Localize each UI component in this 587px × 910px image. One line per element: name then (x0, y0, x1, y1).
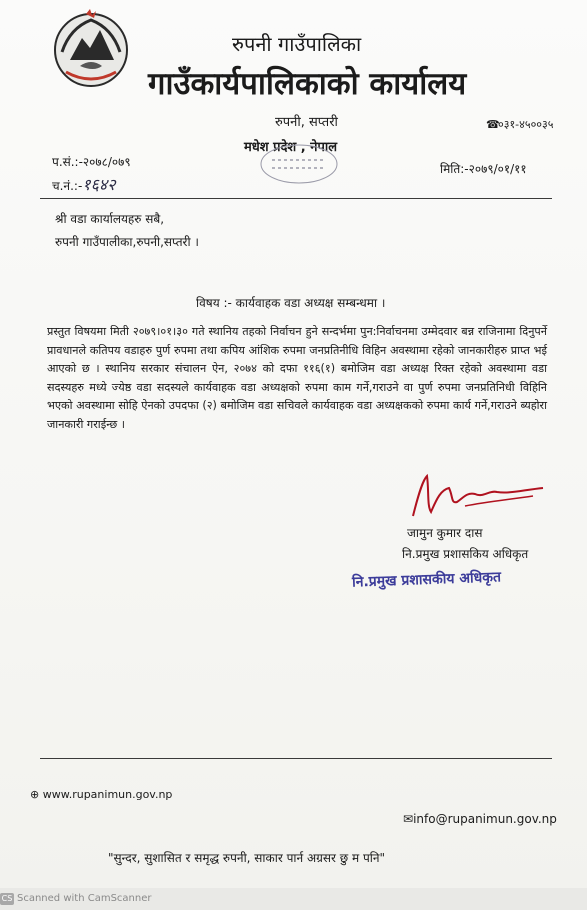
phone-icon: ☎ (486, 118, 500, 131)
address-line-1: रुपनी, सप्तरी (275, 115, 338, 130)
address-line-2: मधेश प्रदेश , नेपाल (244, 140, 338, 155)
dispatch-number-handwritten: १६४२ (82, 175, 116, 194)
recipient-line-1: श्री वडा कार्यालयहरु सबै, (55, 212, 165, 226)
recipient-line-2: रुपनी गाउँपालीका,रुपनी,सप्तरी । (55, 235, 199, 249)
municipality-name: रुपनी गाउँपालिका (232, 32, 362, 56)
letter-reference-number: प.सं.:-२०७८/०७९ (52, 155, 131, 169)
handwritten-signature (405, 472, 555, 522)
letter-date: मिति:-२०७९/०१/११ (440, 162, 527, 176)
globe-icon: ⊕ (30, 788, 43, 801)
header-divider (40, 198, 552, 199)
website-link[interactable] (30, 788, 172, 801)
scanner-text: Scanned with CamScanner (17, 893, 152, 904)
dispatch-label: च.नं.:- (52, 179, 83, 193)
email-link[interactable] (403, 812, 557, 826)
dispatch-number (52, 173, 116, 195)
camscanner-logo-icon: CS (1, 894, 13, 903)
nepal-emblem-icon (50, 8, 132, 90)
phone-number (486, 117, 553, 132)
phone-value: ०३१-४५००३५ (498, 118, 554, 131)
municipality-motto: "सुन्दर, सुशासित र समृद्ध रुपनी, साकार पार्न अग्रसर छु म पनि" (108, 851, 386, 865)
email-address: info@rupanimun.gov.np (413, 812, 557, 826)
footer-divider (40, 758, 552, 759)
designation-stamp: नि.प्रमुख प्रशासकीय अधिकृत (351, 569, 502, 591)
envelope-icon: ✉ (403, 812, 414, 826)
signatory-name: जामुन कुमार दास (407, 526, 483, 540)
office-title: गाउँकार्यपालिकाको कार्यालय (148, 66, 467, 102)
letter-subject: विषय :- कार्यवाहक वडा अध्यक्ष सम्बन्धमा । (196, 296, 386, 310)
letter-body: प्रस्तुत विषयमा मिती २०७९।०१।३० गते स्थानिय तहको निर्वाचन हुने सन्दर्भमा पुन:निर्वाचनमा उम्मेदवार बन्न राजिनामा दिनुपर्ने प्रावधानले कतिपय वडाहरु पुर्ण रुपमा तथा कपिय आंशिक रुपमा जनप्रतिनीधि विहिन अवस्थामा रहेको जानकारीहरु प्राप्त भई आएको छ । स्थानिय सरकार संचालन ऐन, २०७४ को दफा ११६(१) बमोजिम वडा अध्यक्ष रिक्त रहेको अवस्थामा वडा सदस्यहरु मध्ये ज्येष्ठ वडा सदस्यले कार्यवाहक वडा अध्यक्षको रुपमा काम गर्ने,गराउने वा पुर्ण रुपमा जनप्रतिनिधी विहिनि भएको अवस्थामा सोहि ऐनको उपदफा (२) बमोजिम वडा सचिवले कार्यवाहक वडा अध्यक्षकको रुपमा कार्य गर्ने,गराउने ब्यहोरा जानकारी गराईन्छ । (47, 325, 547, 431)
office-seal-stamp (258, 142, 340, 186)
signatory-title: नि.प्रमुख प्रशासकिय अधिकृत (402, 547, 529, 561)
website-url: www.rupanimun.gov.np (42, 788, 173, 801)
scanner-watermark (0, 893, 152, 905)
